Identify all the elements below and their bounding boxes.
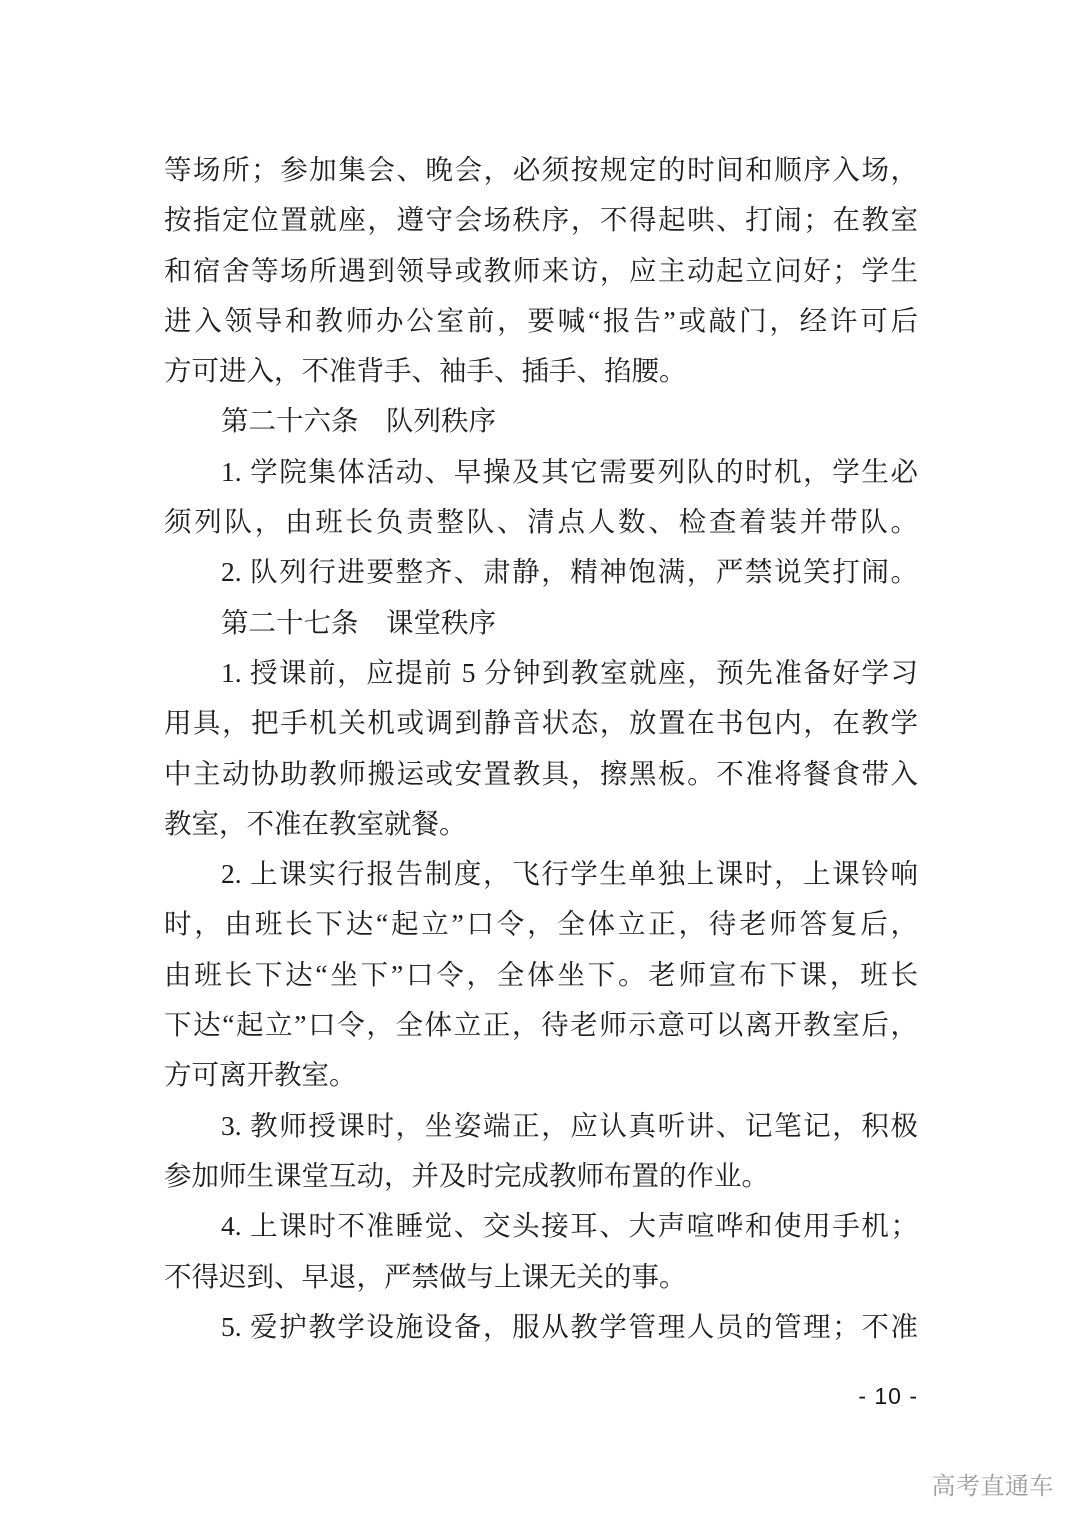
text-line: 不得迟到、早退，严禁做与上课无关的事。 (164, 1260, 687, 1292)
watermark: 高考直通车 (931, 1473, 1054, 1500)
page-number: - 10 - (858, 1383, 918, 1409)
text-line: 方可进入，不准背手、袖手、插手、掐腰。 (164, 355, 687, 387)
text-line: 和宿舍等场所遇到领导或教师来访，应主动起立问好；学生 (164, 254, 918, 286)
text-line: 5. 爱护教学设施设备，服从教学管理人员的管理；不准 (221, 1310, 918, 1342)
text-line: 3. 教师授课时，坐姿端正，应认真听讲、记笔记，积极 (221, 1109, 918, 1141)
document-body (164, 145, 918, 1352)
text-line: 4. 上课时不准睡觉、交头接耳、大声喧哗和使用手机； (221, 1210, 918, 1242)
text-line: 等场所；参加集会、晚会，必须按规定的时间和顺序入场， (164, 154, 918, 185)
text-line: 下达“起立”口令，全体立正，待老师示意可以离开教室后， (164, 1009, 918, 1041)
text-line: 1. 学院集体活动、早操及其它需要列队的时机，学生必 (221, 455, 918, 487)
text-line: 由班长下达“坐下”口令，全体坐下。老师宣布下课，班长 (164, 958, 918, 990)
article-27-heading: 第二十七条 课堂秩序 (221, 606, 496, 638)
text-line: 中主动协助教师搬运或安置教具，擦黑板。不准将餐食带入 (164, 757, 918, 789)
text-line: 1. 授课前，应提前 5 分钟到教室就座，预先准备好学习 (221, 656, 918, 688)
text-line: 进入领导和教师办公室前，要喊“报告”或敲门，经许可后 (164, 304, 918, 336)
text-line: 按指定位置就座，遵守会场秩序，不得起哄、打闹；在教室 (164, 204, 918, 236)
text-line: 2. 队列行进要整齐、肃静，精神饱满，严禁说笑打闹。 (221, 556, 918, 588)
text-line: 2. 上课实行报告制度，飞行学生单独上课时，上课铃响 (221, 858, 918, 890)
text-line: 方可离开教室。 (164, 1059, 357, 1091)
text-line: 用具，把手机关机或调到静音状态，放置在书包内，在教学 (164, 707, 918, 739)
text-line: 参加师生课堂互动，并及时完成教师布置的作业。 (164, 1159, 769, 1191)
text-line: 时，由班长下达“起立”口令，全体立正，待老师答复后， (164, 908, 918, 940)
text-line: 须列队，由班长负责整队、清点人数、检查着装并带队。 (164, 506, 918, 538)
article-26-heading: 第二十六条 队列秩序 (221, 405, 496, 437)
text-line: 教室，不准在教室就餐。 (164, 807, 467, 839)
